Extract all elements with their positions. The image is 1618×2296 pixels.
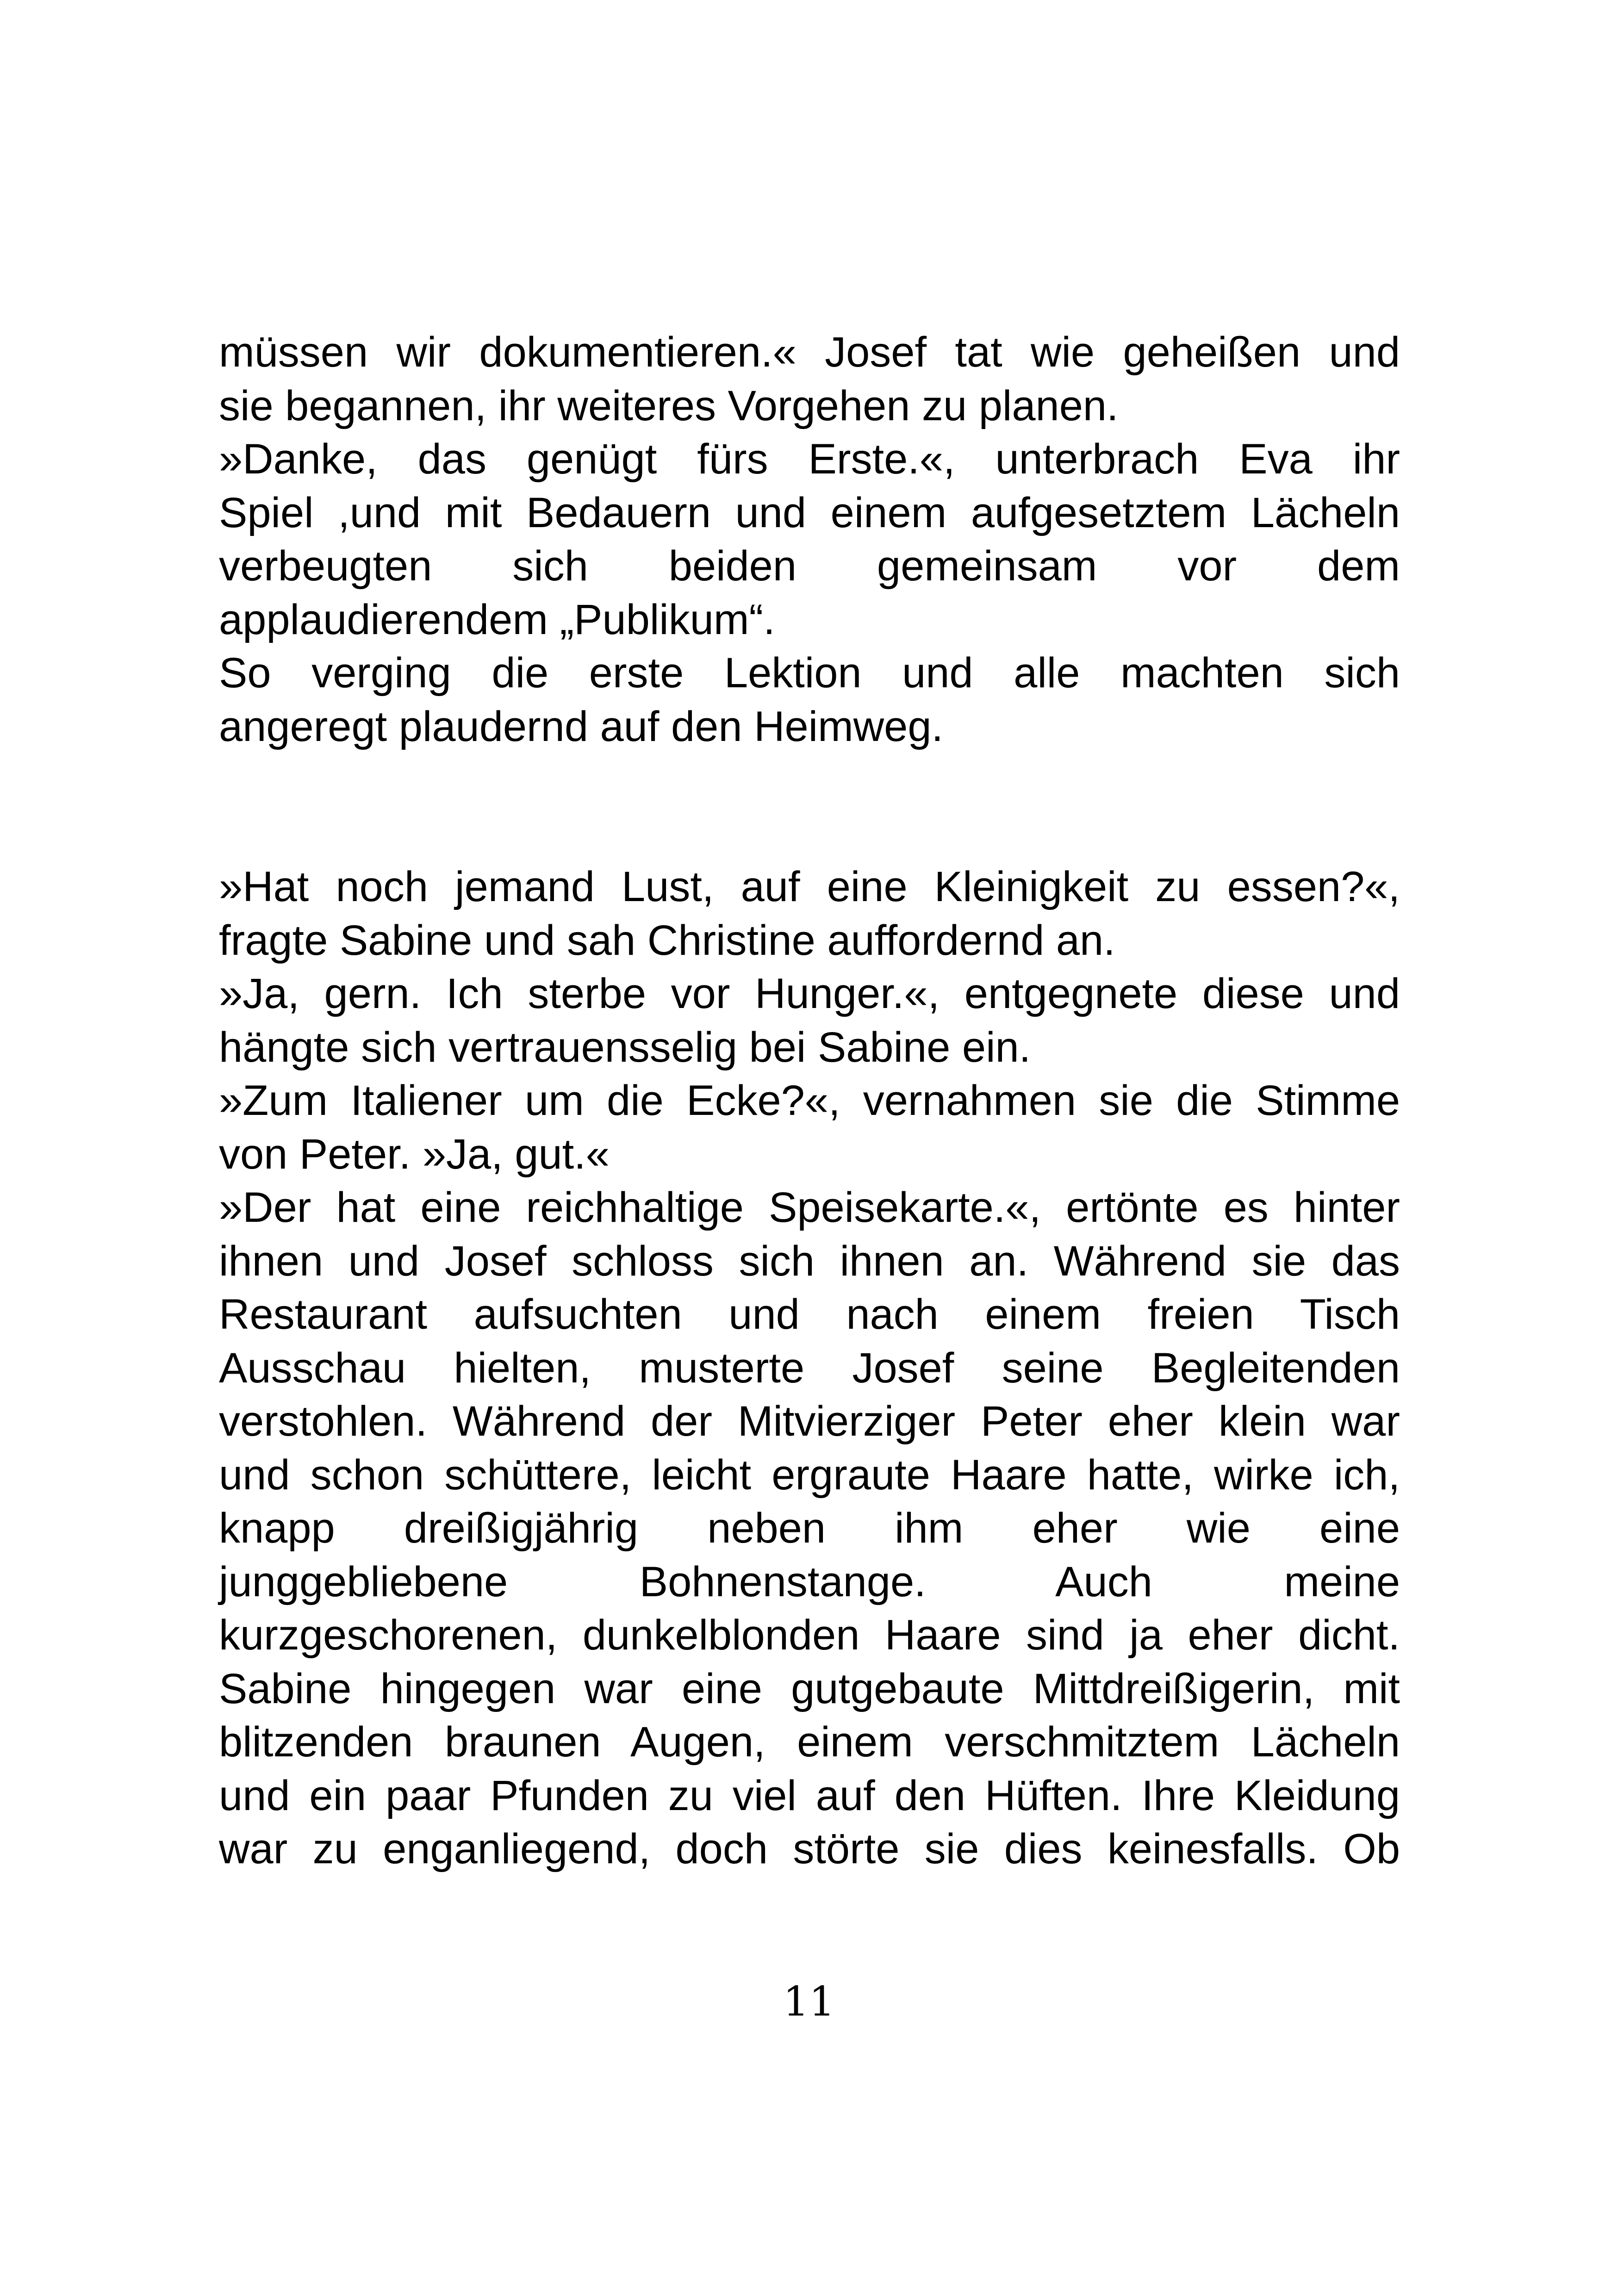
- text-line: Ausschau hielten, musterte Josef seine Begleitenden: [219, 1344, 1400, 1392]
- text-line: applaudierendem „Publikum“.: [219, 596, 775, 643]
- text-line: und ein paar Pfunden zu viel auf den Hüften. Ihre Kleidung: [219, 1772, 1400, 1819]
- page-number: 11: [783, 1978, 835, 2025]
- text-line: »Ja, gern. Ich sterbe vor Hunger.«, entgegnete diese und: [219, 970, 1400, 1017]
- text-line: ihnen und Josef schloss sich ihnen an. Während sie das: [219, 1237, 1400, 1285]
- text-line: knapp dreißigjährig neben ihm eher wie eine: [219, 1505, 1400, 1552]
- text-line: von Peter. »Ja, gut.«: [219, 1130, 610, 1178]
- text-line: »Hat noch jemand Lust, auf eine Kleinigkeit zu essen?«,: [219, 863, 1400, 910]
- text-line: Restaurant aufsuchten und nach einem freien Tisch: [219, 1291, 1400, 1338]
- text-line: »Der hat eine reichhaltige Speisekarte.«, ertönte es hinter: [219, 1184, 1400, 1231]
- section-break: [219, 753, 1400, 860]
- text-line: Spiel ,und mit Bedauern und einem aufgesetztem Lächeln: [219, 489, 1400, 536]
- text-line: »Zum Italiener um die Ecke?«, vernahmen sie die Stimme: [219, 1077, 1400, 1124]
- text-line: junggebliebene Bohnenstange. Auch meine: [219, 1558, 1400, 1605]
- text-line: verbeugten sich beiden gemeinsam vor dem: [219, 542, 1400, 590]
- text-line: blitzenden braunen Augen, einem verschmitztem Lächeln: [219, 1718, 1400, 1766]
- text-line: müssen wir dokumentieren.« Josef tat wie geheißen und: [219, 329, 1400, 376]
- text-line: verstohlen. Während der Mitvierziger Peter eher klein war: [219, 1398, 1400, 1445]
- text-line: war zu enganliegend, doch störte sie dies keinesfalls. Ob: [219, 1825, 1400, 1873]
- text-line: »Danke, das genügt fürs Erste.«, unterbrach Eva ihr: [219, 436, 1400, 483]
- text-line: kurzgeschorenen, dunkelblonden Haare sind ja eher dicht.: [219, 1612, 1400, 1659]
- text-line: angeregt plaudernd auf den Heimweg.: [219, 703, 944, 750]
- text-line: So verging die erste Lektion und alle machten sich: [219, 649, 1400, 697]
- body-text: [219, 326, 1400, 1876]
- text-line: und schon schüttere, leicht ergraute Haare hatte, wirke ich,: [219, 1451, 1400, 1499]
- text-line: sie begannen, ihr weiteres Vorgehen zu planen.: [219, 382, 1119, 429]
- text-line: fragte Sabine und sah Christine auffordernd an.: [219, 916, 1115, 964]
- text-line: Sabine hingegen war eine gutgebaute Mittdreißigerin, mit: [219, 1665, 1400, 1712]
- text-line: hängte sich vertrauensselig bei Sabine ein.: [219, 1023, 1031, 1071]
